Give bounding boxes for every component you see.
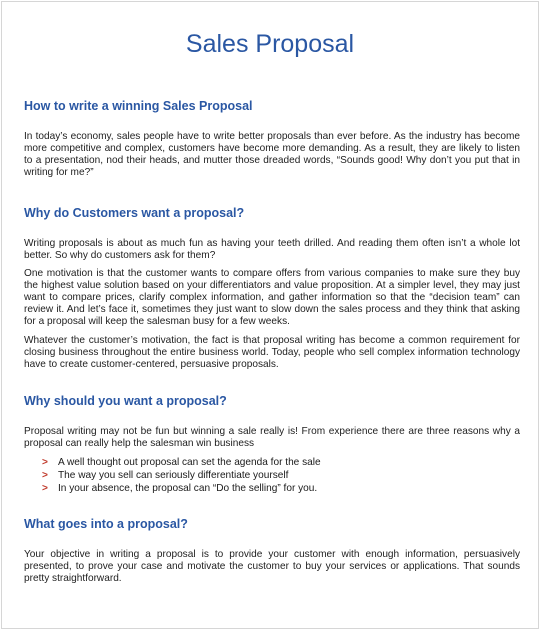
document-page: [1, 1, 539, 629]
list-item-text: A well thought out proposal can set the agenda for the sale: [58, 457, 321, 468]
section-heading-how-to-write: How to write a winning Sales Proposal: [24, 99, 253, 113]
paragraph-why-customers-3: Whatever the customer’s motivation, the fact is that proposal writing has become a common requirement for closing business throughout the entire business world. Today, people who sell complex information technology have to create customer-centered, persuasive proposals.: [24, 335, 520, 370]
paragraph-why-customers-1: Writing proposals is about as much fun as having your teeth drilled. And reading them often isn’t a whole lot better. So why do customers ask for them?: [24, 238, 520, 261]
section-heading-why-should: Why should you want a proposal?: [24, 394, 227, 408]
list-item: [42, 482, 512, 495]
document-title: Sales Proposal: [185, 30, 355, 58]
paragraph-intro: In today’s economy, sales people have to write better proposals than ever before. As the industry has become more competitive and complex, customers have become more demanding. As a result, they are likely to listen to a presentation, nod their heads, and mutter those dreaded words, “Sounds good! Why don’t you put that in writing for me?”: [24, 131, 520, 178]
reasons-list: [42, 456, 512, 495]
list-item: [42, 456, 512, 469]
paragraph-what-goes-into: Your objective in writing a proposal is to provide your customer with enough information, persuasively presented, to prove your case and motivate the customer to buy your services or applications. That sounds pretty straightforward.: [24, 549, 520, 584]
section-heading-why-customers: Why do Customers want a proposal?: [24, 206, 245, 220]
list-item-text: The way you sell can seriously differentiate yourself: [58, 470, 289, 481]
chevron-right-icon: >: [42, 470, 48, 481]
section-heading-what-goes-into: What goes into a proposal?: [24, 517, 188, 531]
paragraph-why-should: Proposal writing may not be fun but winning a sale really is! From experience there are three reasons why a proposal can really help the salesman win business: [24, 426, 520, 449]
chevron-right-icon: >: [42, 457, 48, 468]
list-item-text: In your absence, the proposal can “Do the selling” for you.: [58, 483, 318, 494]
chevron-right-icon: >: [42, 483, 48, 494]
list-item: [42, 469, 512, 482]
paragraph-why-customers-2: One motivation is that the customer wants to compare offers from various companies to make sure they buy the highest value solution based on your differentiators and value proposition. At a simpler level, they may just want to compare prices, clarify complex information, and gather information so that the “decision team” can review it. And let’s face it, sometimes they just want to slow down the sales process and they think that asking for a proposal will keep the salesman busy for a few weeks.: [24, 268, 520, 327]
